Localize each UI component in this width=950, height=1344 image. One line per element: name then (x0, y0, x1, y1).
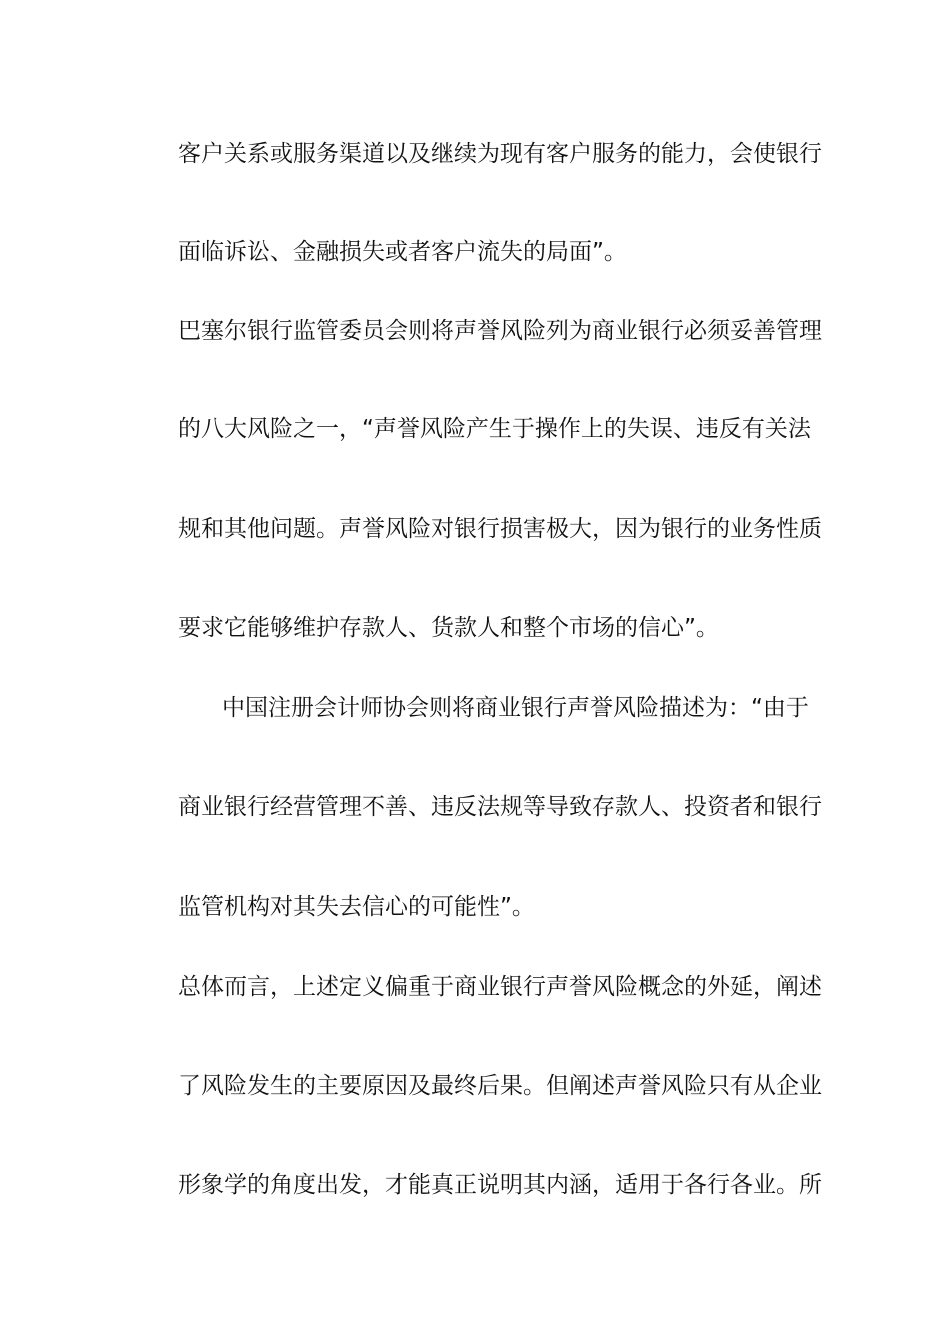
text-line: 总体而言，上述定义偏重于商业银行声誉风险概念的外延，阐述 (178, 974, 822, 1000)
text-line-indented: 中国注册会计师协会则将商业银行声誉风险描述为：“由于 (222, 695, 809, 721)
text-line: 客户关系或服务渠道以及继续为现有客户服务的能力，会使银行 (178, 141, 822, 167)
text-line: 形象学的角度出发，才能真正说明其内涵，适用于各行各业。所 (178, 1172, 822, 1198)
text-line: 商业银行经营管理不善、违反法规等导致存款人、投资者和银行 (178, 794, 822, 820)
text-line: 了风险发生的主要原因及最终后果。但阐述声誉风险只有从企业 (178, 1073, 822, 1099)
text-line: 面临诉讼、金融损失或者客户流失的局面”。 (178, 239, 627, 265)
text-line: 的八大风险之一，“声誉风险产生于操作上的失误、违反有关法 (178, 416, 811, 442)
text-line: 监管机构对其失去信心的可能性”。 (178, 894, 535, 920)
text-line: 规和其他问题。声誉风险对银行损害极大，因为银行的业务性质 (178, 516, 822, 542)
text-line: 要求它能够维护存款人、货款人和整个市场的信心”。 (178, 615, 719, 641)
text-line: 巴塞尔银行监管委员会则将声誉风险列为商业银行必须妥善管理 (178, 318, 822, 344)
